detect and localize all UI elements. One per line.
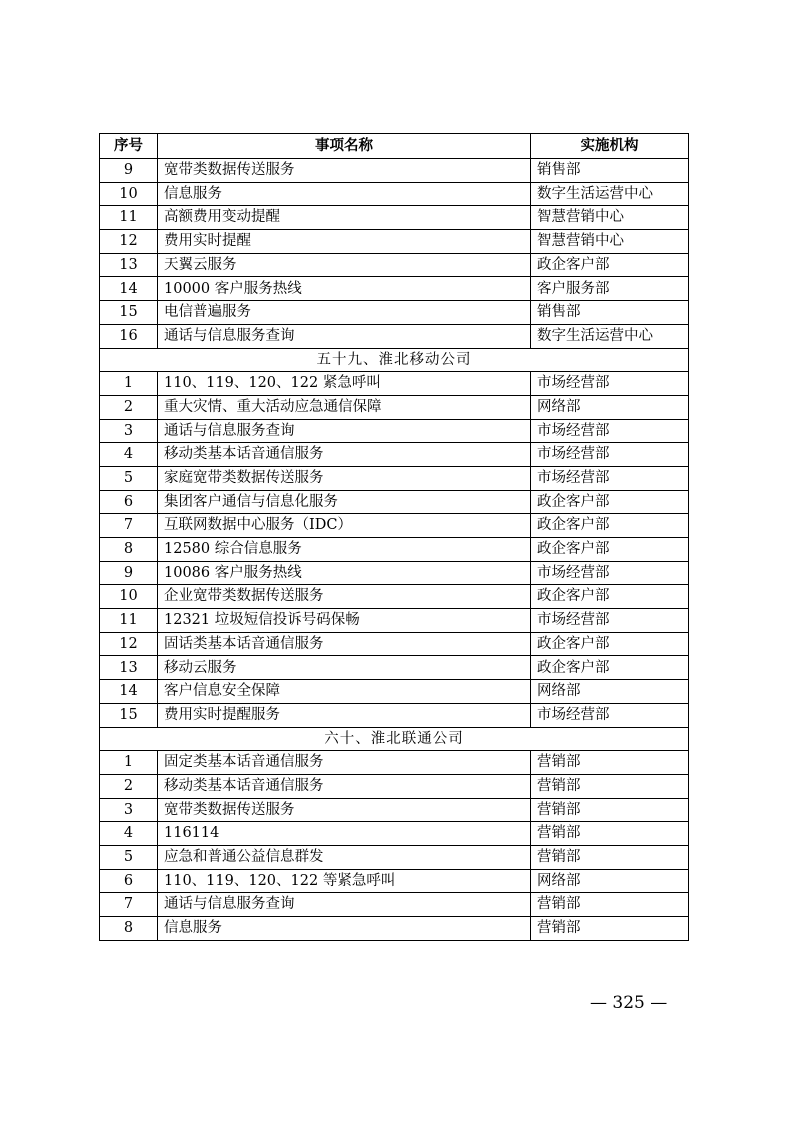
cell-org: 市场经营部	[531, 466, 689, 490]
cell-name: 企业宽带类数据传送服务	[158, 585, 531, 609]
cell-name: 宽带类数据传送服务	[158, 798, 531, 822]
cell-name: 移动类基本话音通信服务	[158, 443, 531, 467]
cell-num: 4	[100, 822, 158, 846]
cell-num: 2	[100, 774, 158, 798]
cell-num: 6	[100, 490, 158, 514]
cell-org: 智慧营销中心	[531, 230, 689, 254]
table-row	[100, 277, 689, 301]
cell-num: 11	[100, 609, 158, 633]
cell-name: 重大灾情、重大活动应急通信保障	[158, 395, 531, 419]
cell-org: 数字生活运营中心	[531, 324, 689, 348]
cell-name: 116114	[158, 822, 531, 846]
cell-name: 应急和普通公益信息群发	[158, 845, 531, 869]
cell-num: 8	[100, 538, 158, 562]
cell-org: 政企客户部	[531, 490, 689, 514]
cell-org: 政企客户部	[531, 538, 689, 562]
cell-org: 营销部	[531, 822, 689, 846]
table-row	[100, 253, 689, 277]
cell-num: 9	[100, 561, 158, 585]
cell-org: 营销部	[531, 751, 689, 775]
cell-num: 14	[100, 277, 158, 301]
cell-num: 5	[100, 466, 158, 490]
cell-name: 110、119、120、122 等紧急呼叫	[158, 869, 531, 893]
cell-org: 网络部	[531, 869, 689, 893]
table-header-row	[100, 134, 689, 159]
cell-name: 固话类基本话音通信服务	[158, 632, 531, 656]
cell-org: 营销部	[531, 774, 689, 798]
services-table	[99, 133, 689, 941]
table-row	[100, 751, 689, 775]
cell-name: 10086 客户服务热线	[158, 561, 531, 585]
section-header-row	[100, 348, 689, 372]
cell-num: 16	[100, 324, 158, 348]
cell-num: 13	[100, 656, 158, 680]
cell-name: 宽带类数据传送服务	[158, 159, 531, 183]
cell-org: 市场经营部	[531, 372, 689, 396]
table-row	[100, 324, 689, 348]
cell-org: 政企客户部	[531, 656, 689, 680]
table-row	[100, 301, 689, 325]
cell-org: 市场经营部	[531, 443, 689, 467]
page-number: — 325 —	[590, 993, 668, 1013]
table-row	[100, 656, 689, 680]
cell-org: 市场经营部	[531, 419, 689, 443]
cell-name: 费用实时提醒服务	[158, 703, 531, 727]
cell-name: 电信普遍服务	[158, 301, 531, 325]
cell-name: 10000 客户服务热线	[158, 277, 531, 301]
cell-num: 13	[100, 253, 158, 277]
cell-org: 市场经营部	[531, 561, 689, 585]
cell-num: 11	[100, 206, 158, 230]
cell-org: 政企客户部	[531, 514, 689, 538]
cell-num: 15	[100, 703, 158, 727]
cell-num: 1	[100, 751, 158, 775]
cell-name: 信息服务	[158, 917, 531, 941]
cell-org: 销售部	[531, 301, 689, 325]
cell-name: 通话与信息服务查询	[158, 324, 531, 348]
cell-name: 移动云服务	[158, 656, 531, 680]
cell-name: 通话与信息服务查询	[158, 893, 531, 917]
table-row	[100, 798, 689, 822]
cell-name: 12321 垃圾短信投诉号码保畅	[158, 609, 531, 633]
table-row	[100, 419, 689, 443]
table-row	[100, 917, 689, 941]
header-org: 实施机构	[531, 134, 689, 159]
cell-name: 12580 综合信息服务	[158, 538, 531, 562]
cell-name: 集团客户通信与信息化服务	[158, 490, 531, 514]
table-row	[100, 609, 689, 633]
cell-num: 15	[100, 301, 158, 325]
cell-num: 6	[100, 869, 158, 893]
cell-num: 3	[100, 798, 158, 822]
table-row	[100, 230, 689, 254]
cell-org: 营销部	[531, 845, 689, 869]
cell-num: 7	[100, 514, 158, 538]
cell-num: 12	[100, 230, 158, 254]
cell-org: 政企客户部	[531, 632, 689, 656]
table-row	[100, 466, 689, 490]
table-row	[100, 632, 689, 656]
table-row	[100, 443, 689, 467]
table-row	[100, 538, 689, 562]
table-row	[100, 514, 689, 538]
table-row	[100, 845, 689, 869]
table-row	[100, 206, 689, 230]
cell-org: 市场经营部	[531, 609, 689, 633]
cell-name: 信息服务	[158, 182, 531, 206]
cell-org: 市场经营部	[531, 703, 689, 727]
cell-name: 通话与信息服务查询	[158, 419, 531, 443]
table-row	[100, 490, 689, 514]
cell-num: 2	[100, 395, 158, 419]
table-row	[100, 680, 689, 704]
header-name: 事项名称	[158, 134, 531, 159]
section-header-row	[100, 727, 689, 751]
table-row	[100, 585, 689, 609]
header-num: 序号	[100, 134, 158, 159]
cell-org: 网络部	[531, 395, 689, 419]
table-row	[100, 561, 689, 585]
cell-org: 智慧营销中心	[531, 206, 689, 230]
cell-num: 1	[100, 372, 158, 396]
cell-num: 10	[100, 585, 158, 609]
cell-org: 营销部	[531, 917, 689, 941]
table-row	[100, 395, 689, 419]
cell-org: 客户服务部	[531, 277, 689, 301]
table-row	[100, 182, 689, 206]
cell-org: 网络部	[531, 680, 689, 704]
cell-org: 营销部	[531, 798, 689, 822]
cell-num: 3	[100, 419, 158, 443]
cell-name: 高额费用变动提醒	[158, 206, 531, 230]
table-row	[100, 869, 689, 893]
cell-org: 政企客户部	[531, 253, 689, 277]
cell-num: 10	[100, 182, 158, 206]
cell-name: 互联网数据中心服务（IDC）	[158, 514, 531, 538]
cell-name: 固定类基本话音通信服务	[158, 751, 531, 775]
table-body	[100, 159, 689, 941]
cell-name: 110、119、120、122 紧急呼叫	[158, 372, 531, 396]
cell-name: 费用实时提醒	[158, 230, 531, 254]
cell-org: 销售部	[531, 159, 689, 183]
section-title: 五十九、淮北移动公司	[100, 348, 689, 372]
section-title: 六十、淮北联通公司	[100, 727, 689, 751]
table-row	[100, 893, 689, 917]
cell-org: 营销部	[531, 893, 689, 917]
cell-num: 14	[100, 680, 158, 704]
table-row	[100, 822, 689, 846]
table-row	[100, 159, 689, 183]
cell-name: 客户信息安全保障	[158, 680, 531, 704]
cell-num: 4	[100, 443, 158, 467]
cell-org: 政企客户部	[531, 585, 689, 609]
cell-name: 移动类基本话音通信服务	[158, 774, 531, 798]
cell-num: 5	[100, 845, 158, 869]
cell-name: 家庭宽带类数据传送服务	[158, 466, 531, 490]
cell-num: 8	[100, 917, 158, 941]
table-row	[100, 774, 689, 798]
cell-org: 数字生活运营中心	[531, 182, 689, 206]
cell-name: 天翼云服务	[158, 253, 531, 277]
table-row	[100, 372, 689, 396]
cell-num: 7	[100, 893, 158, 917]
cell-num: 9	[100, 159, 158, 183]
cell-num: 12	[100, 632, 158, 656]
table-row	[100, 703, 689, 727]
